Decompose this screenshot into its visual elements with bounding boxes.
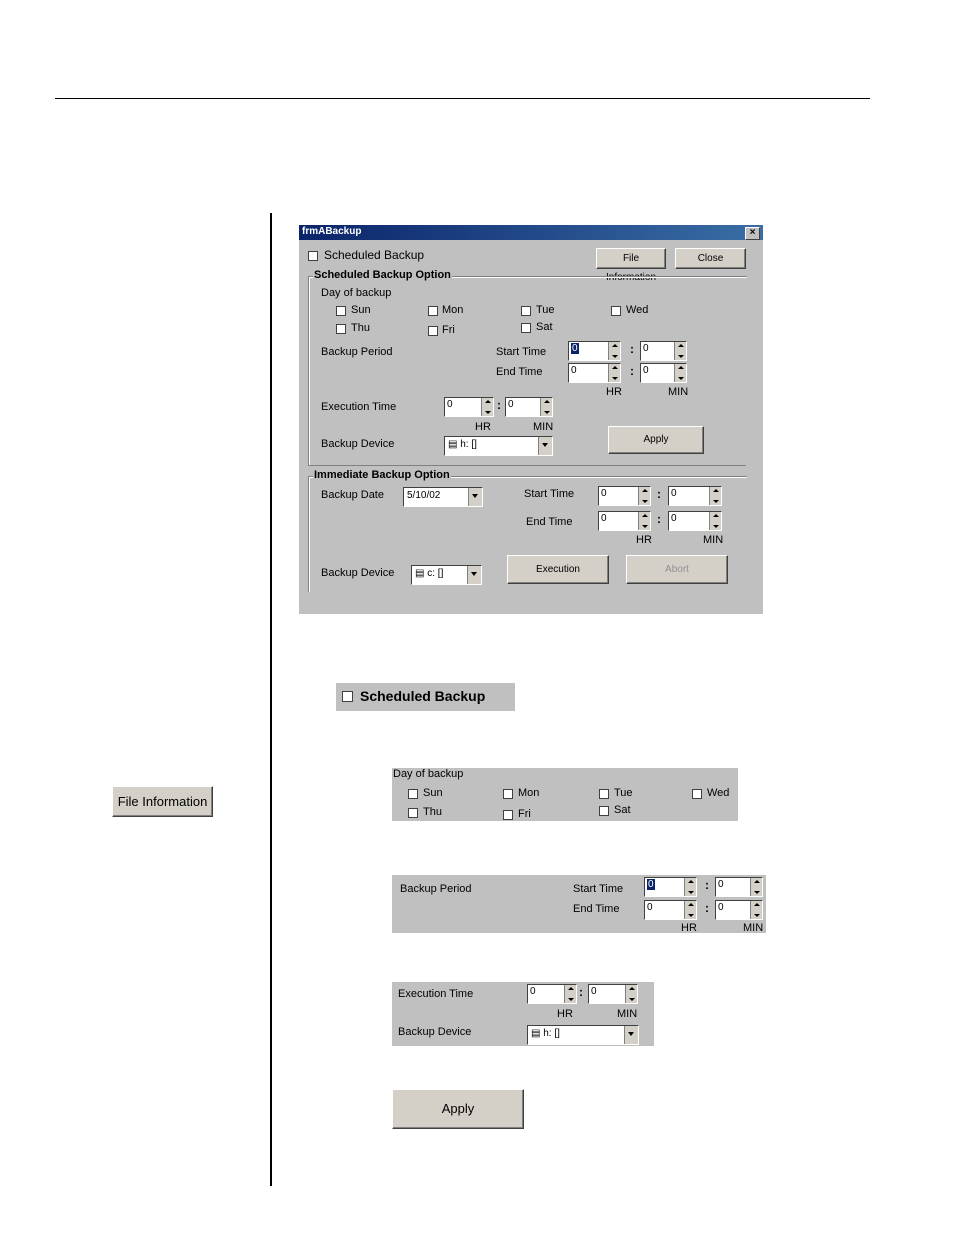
- device-select[interactable]: ▤ h: []: [527, 1025, 639, 1045]
- wed-label: Wed: [707, 787, 730, 799]
- colon-separator: :: [657, 487, 661, 501]
- file-information-button-callout[interactable]: File Information: [112, 786, 213, 817]
- backup-period-callout: [392, 875, 766, 933]
- drive-icon: ▤: [448, 439, 458, 450]
- dialog-title: frmABackup: [302, 226, 362, 237]
- scheduled-backup-label: Scheduled Backup: [360, 688, 486, 704]
- start-time-label: Start Time: [496, 346, 547, 358]
- tue-checkbox[interactable]: [599, 789, 609, 799]
- backup-device-label: Backup Device: [398, 1026, 472, 1038]
- end-min-spinner[interactable]: 0: [715, 900, 763, 920]
- end-hr-spinner[interactable]: 0: [644, 900, 697, 920]
- min-label: MIN: [617, 1008, 638, 1020]
- backup-device-label: Backup Device: [321, 438, 395, 450]
- colon-separator: :: [579, 985, 583, 999]
- day-of-backup-label: Day of backup: [393, 768, 464, 780]
- apply-button-callout[interactable]: Apply: [392, 1089, 524, 1129]
- end-hr-spinner[interactable]: 0: [568, 363, 621, 383]
- wed-checkbox[interactable]: [611, 306, 621, 316]
- scheduled-backup-callout: [336, 683, 515, 711]
- colon-separator: :: [705, 878, 709, 892]
- min-label: MIN: [743, 922, 764, 934]
- colon-separator: :: [657, 512, 661, 526]
- chevron-down-icon[interactable]: [624, 1026, 638, 1044]
- hr-label: HR: [606, 386, 622, 398]
- apply-button[interactable]: Apply: [608, 426, 704, 454]
- start-hr-spinner[interactable]: 0: [644, 877, 697, 897]
- min-label: MIN: [533, 421, 554, 433]
- imm-start-min-spinner[interactable]: 0: [668, 486, 722, 506]
- chevron-down-icon[interactable]: [538, 437, 552, 455]
- chevron-down-icon[interactable]: [467, 566, 481, 584]
- tue-label: Tue: [536, 304, 555, 316]
- drive-icon: ▤: [415, 568, 425, 579]
- exec-hr-spinner[interactable]: 0: [444, 397, 494, 417]
- sat-label: Sat: [536, 321, 553, 333]
- end-time-label: End Time: [526, 516, 573, 528]
- margin-rule: [270, 213, 272, 1186]
- sun-label: Sun: [351, 304, 371, 316]
- imm-end-min-spinner[interactable]: 0: [668, 511, 722, 531]
- backup-date-select[interactable]: 5/10/02: [403, 487, 483, 507]
- title-bar: [299, 225, 763, 240]
- execution-time-label: Execution Time: [321, 401, 397, 413]
- start-min-spinner[interactable]: 0: [715, 877, 763, 897]
- imm-end-hr-spinner[interactable]: 0: [598, 511, 651, 531]
- imm-start-hr-spinner[interactable]: 0: [598, 486, 651, 506]
- close-icon[interactable]: ×: [745, 227, 760, 240]
- drive-icon: ▤: [531, 1028, 541, 1039]
- scheduled-device-select[interactable]: ▤ h: []: [444, 436, 553, 456]
- end-time-label: End Time: [496, 366, 543, 378]
- sun-label: Sun: [423, 787, 443, 799]
- end-min-spinner[interactable]: 0: [640, 363, 687, 383]
- abort-button[interactable]: Abort: [626, 555, 728, 584]
- sun-checkbox[interactable]: [336, 306, 346, 316]
- colon-separator: :: [630, 364, 634, 378]
- backup-period-label: Backup Period: [400, 883, 472, 895]
- tue-label: Tue: [614, 787, 633, 799]
- scheduled-backup-checkbox[interactable]: [308, 251, 318, 261]
- sat-checkbox[interactable]: [599, 806, 609, 816]
- mon-label: Mon: [442, 304, 464, 316]
- immediate-group-title: Immediate Backup Option: [314, 469, 450, 481]
- sun-checkbox[interactable]: [408, 789, 418, 799]
- immediate-device-select[interactable]: ▤ c: []: [411, 565, 482, 585]
- hr-label: HR: [636, 534, 652, 546]
- day-of-backup-callout: [392, 768, 738, 821]
- colon-separator: :: [497, 398, 501, 412]
- exec-min-spinner[interactable]: 0: [588, 984, 638, 1004]
- colon-separator: :: [630, 342, 634, 356]
- start-hr-spinner[interactable]: 0: [568, 341, 621, 361]
- scheduled-group-bottom: [308, 465, 746, 466]
- fri-label: Fri: [442, 324, 455, 336]
- backup-period-label: Backup Period: [321, 346, 393, 358]
- chevron-down-icon[interactable]: [468, 488, 482, 506]
- backup-date-label: Backup Date: [321, 489, 384, 501]
- execution-button[interactable]: Execution: [507, 555, 609, 584]
- fri-checkbox[interactable]: [503, 810, 513, 820]
- mon-checkbox[interactable]: [503, 789, 513, 799]
- min-label: MIN: [668, 386, 689, 398]
- start-time-label: Start Time: [573, 883, 624, 895]
- mon-checkbox[interactable]: [428, 306, 438, 316]
- wed-label: Wed: [626, 304, 649, 316]
- exec-min-spinner[interactable]: 0: [505, 397, 553, 417]
- start-min-spinner[interactable]: 0: [640, 341, 687, 361]
- tue-checkbox[interactable]: [521, 306, 531, 316]
- file-information-button[interactable]: File Information: [596, 248, 666, 269]
- close-button[interactable]: Close: [675, 248, 746, 269]
- backup-device-label: Backup Device: [321, 567, 395, 579]
- fri-checkbox[interactable]: [428, 326, 438, 336]
- day-of-backup-label: Day of backup: [321, 287, 392, 299]
- hr-label: HR: [681, 922, 697, 934]
- scheduled-backup-label: Scheduled Backup: [324, 248, 425, 262]
- fri-label: Fri: [518, 808, 531, 820]
- colon-separator: :: [705, 901, 709, 915]
- wed-checkbox[interactable]: [692, 789, 702, 799]
- backup-dialog: [299, 225, 763, 614]
- thu-checkbox[interactable]: [336, 324, 346, 334]
- mon-label: Mon: [518, 787, 540, 799]
- end-time-label: End Time: [573, 903, 620, 915]
- thu-label: Thu: [351, 322, 370, 334]
- sat-checkbox[interactable]: [521, 323, 531, 333]
- header-rule: [55, 98, 870, 99]
- execution-time-label: Execution Time: [398, 988, 474, 1000]
- start-time-label: Start Time: [524, 488, 575, 500]
- hr-label: HR: [475, 421, 491, 433]
- min-label: MIN: [703, 534, 724, 546]
- sat-label: Sat: [614, 804, 631, 816]
- execution-time-callout: [392, 982, 654, 1046]
- hr-label: HR: [557, 1008, 573, 1020]
- scheduled-backup-checkbox[interactable]: [342, 691, 353, 702]
- exec-hr-spinner[interactable]: 0: [527, 984, 577, 1004]
- thu-checkbox[interactable]: [408, 808, 418, 818]
- scheduled-group-title: Scheduled Backup Option: [314, 269, 451, 281]
- thu-label: Thu: [423, 806, 442, 818]
